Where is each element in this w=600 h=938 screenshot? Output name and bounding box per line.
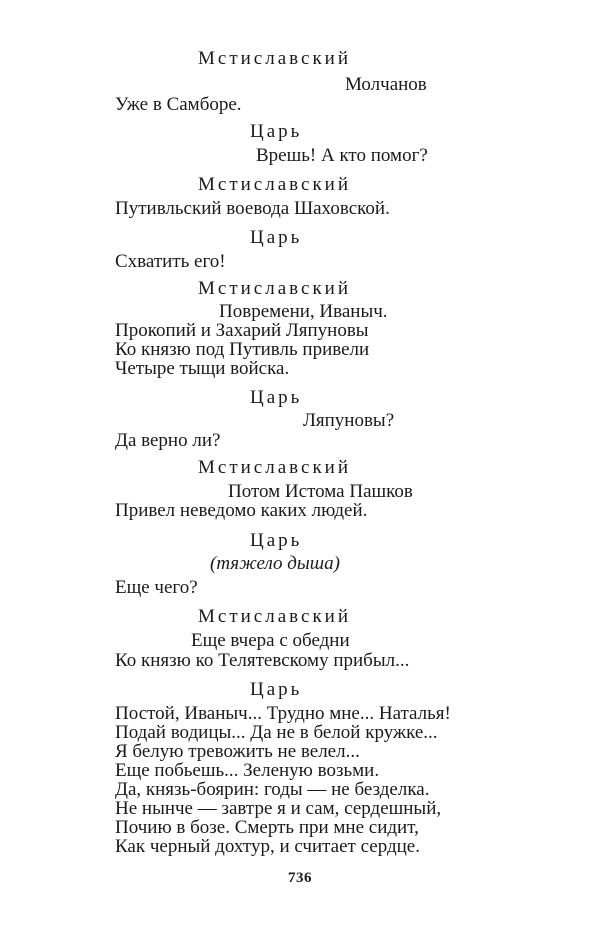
- verse-line: Почию в бозе. Смерть при мне сидит,: [115, 817, 419, 838]
- speaker-name: Царь: [250, 679, 303, 700]
- verse-line: Врешь! А кто помог?: [256, 145, 428, 166]
- verse-line: Еще вчера с обедни: [191, 630, 350, 651]
- verse-line: Еще побьешь... Зеленую возьми.: [115, 760, 380, 781]
- speaker-name: Мстиславский: [198, 48, 352, 69]
- verse-line: Повремени, Иваныч.: [219, 301, 388, 322]
- verse-line: Потом Истома Пашков: [228, 481, 413, 502]
- verse-line: Да верно ли?: [115, 430, 221, 451]
- speaker-name: Мстиславский: [198, 457, 352, 478]
- speaker-name: Царь: [250, 387, 303, 408]
- verse-line: Не нынче — завтре я и сам, сердешный,: [115, 798, 442, 819]
- speaker-name: Мстиславский: [198, 174, 352, 195]
- verse-line: Ляпуновы?: [303, 410, 395, 431]
- speaker-name: Царь: [250, 227, 303, 248]
- verse-line: Прокопий и Захарий Ляпуновы: [115, 320, 369, 341]
- verse-line: Путивльский воевода Шаховской.: [115, 198, 390, 219]
- verse-line: Как черный дохтур, и считает сердце.: [115, 836, 420, 857]
- verse-line: Я белую тревожить не велел...: [115, 741, 360, 762]
- speaker-name: Мстиславский: [198, 606, 352, 627]
- verse-line: Ко князю под Путивль привели: [115, 339, 370, 360]
- verse-line: Схватить его!: [115, 251, 226, 272]
- verse-line: Постой, Иваныч... Трудно мне... Наталья!: [115, 703, 451, 724]
- verse-line: Подай водицы... Да не в белой кружке...: [115, 722, 438, 743]
- speaker-name: Царь: [250, 530, 303, 551]
- verse-line: Уже в Самборе.: [115, 94, 242, 115]
- speaker-name: Мстиславский: [198, 278, 352, 299]
- verse-line: Да, князь-боярин: годы — не безделка.: [115, 779, 430, 800]
- verse-line: Ко князю ко Телятевскому прибыл...: [115, 650, 410, 671]
- speaker-name: Царь: [250, 121, 303, 142]
- verse-line: Четыре тыщи войска.: [115, 358, 290, 379]
- stage-direction: (тяжело дыша): [210, 553, 340, 574]
- verse-line: Еще чего?: [115, 577, 198, 598]
- page-number: 736: [288, 870, 312, 886]
- verse-line: Молчанов: [345, 74, 427, 95]
- verse-line: Привел неведомо каких людей.: [115, 500, 368, 521]
